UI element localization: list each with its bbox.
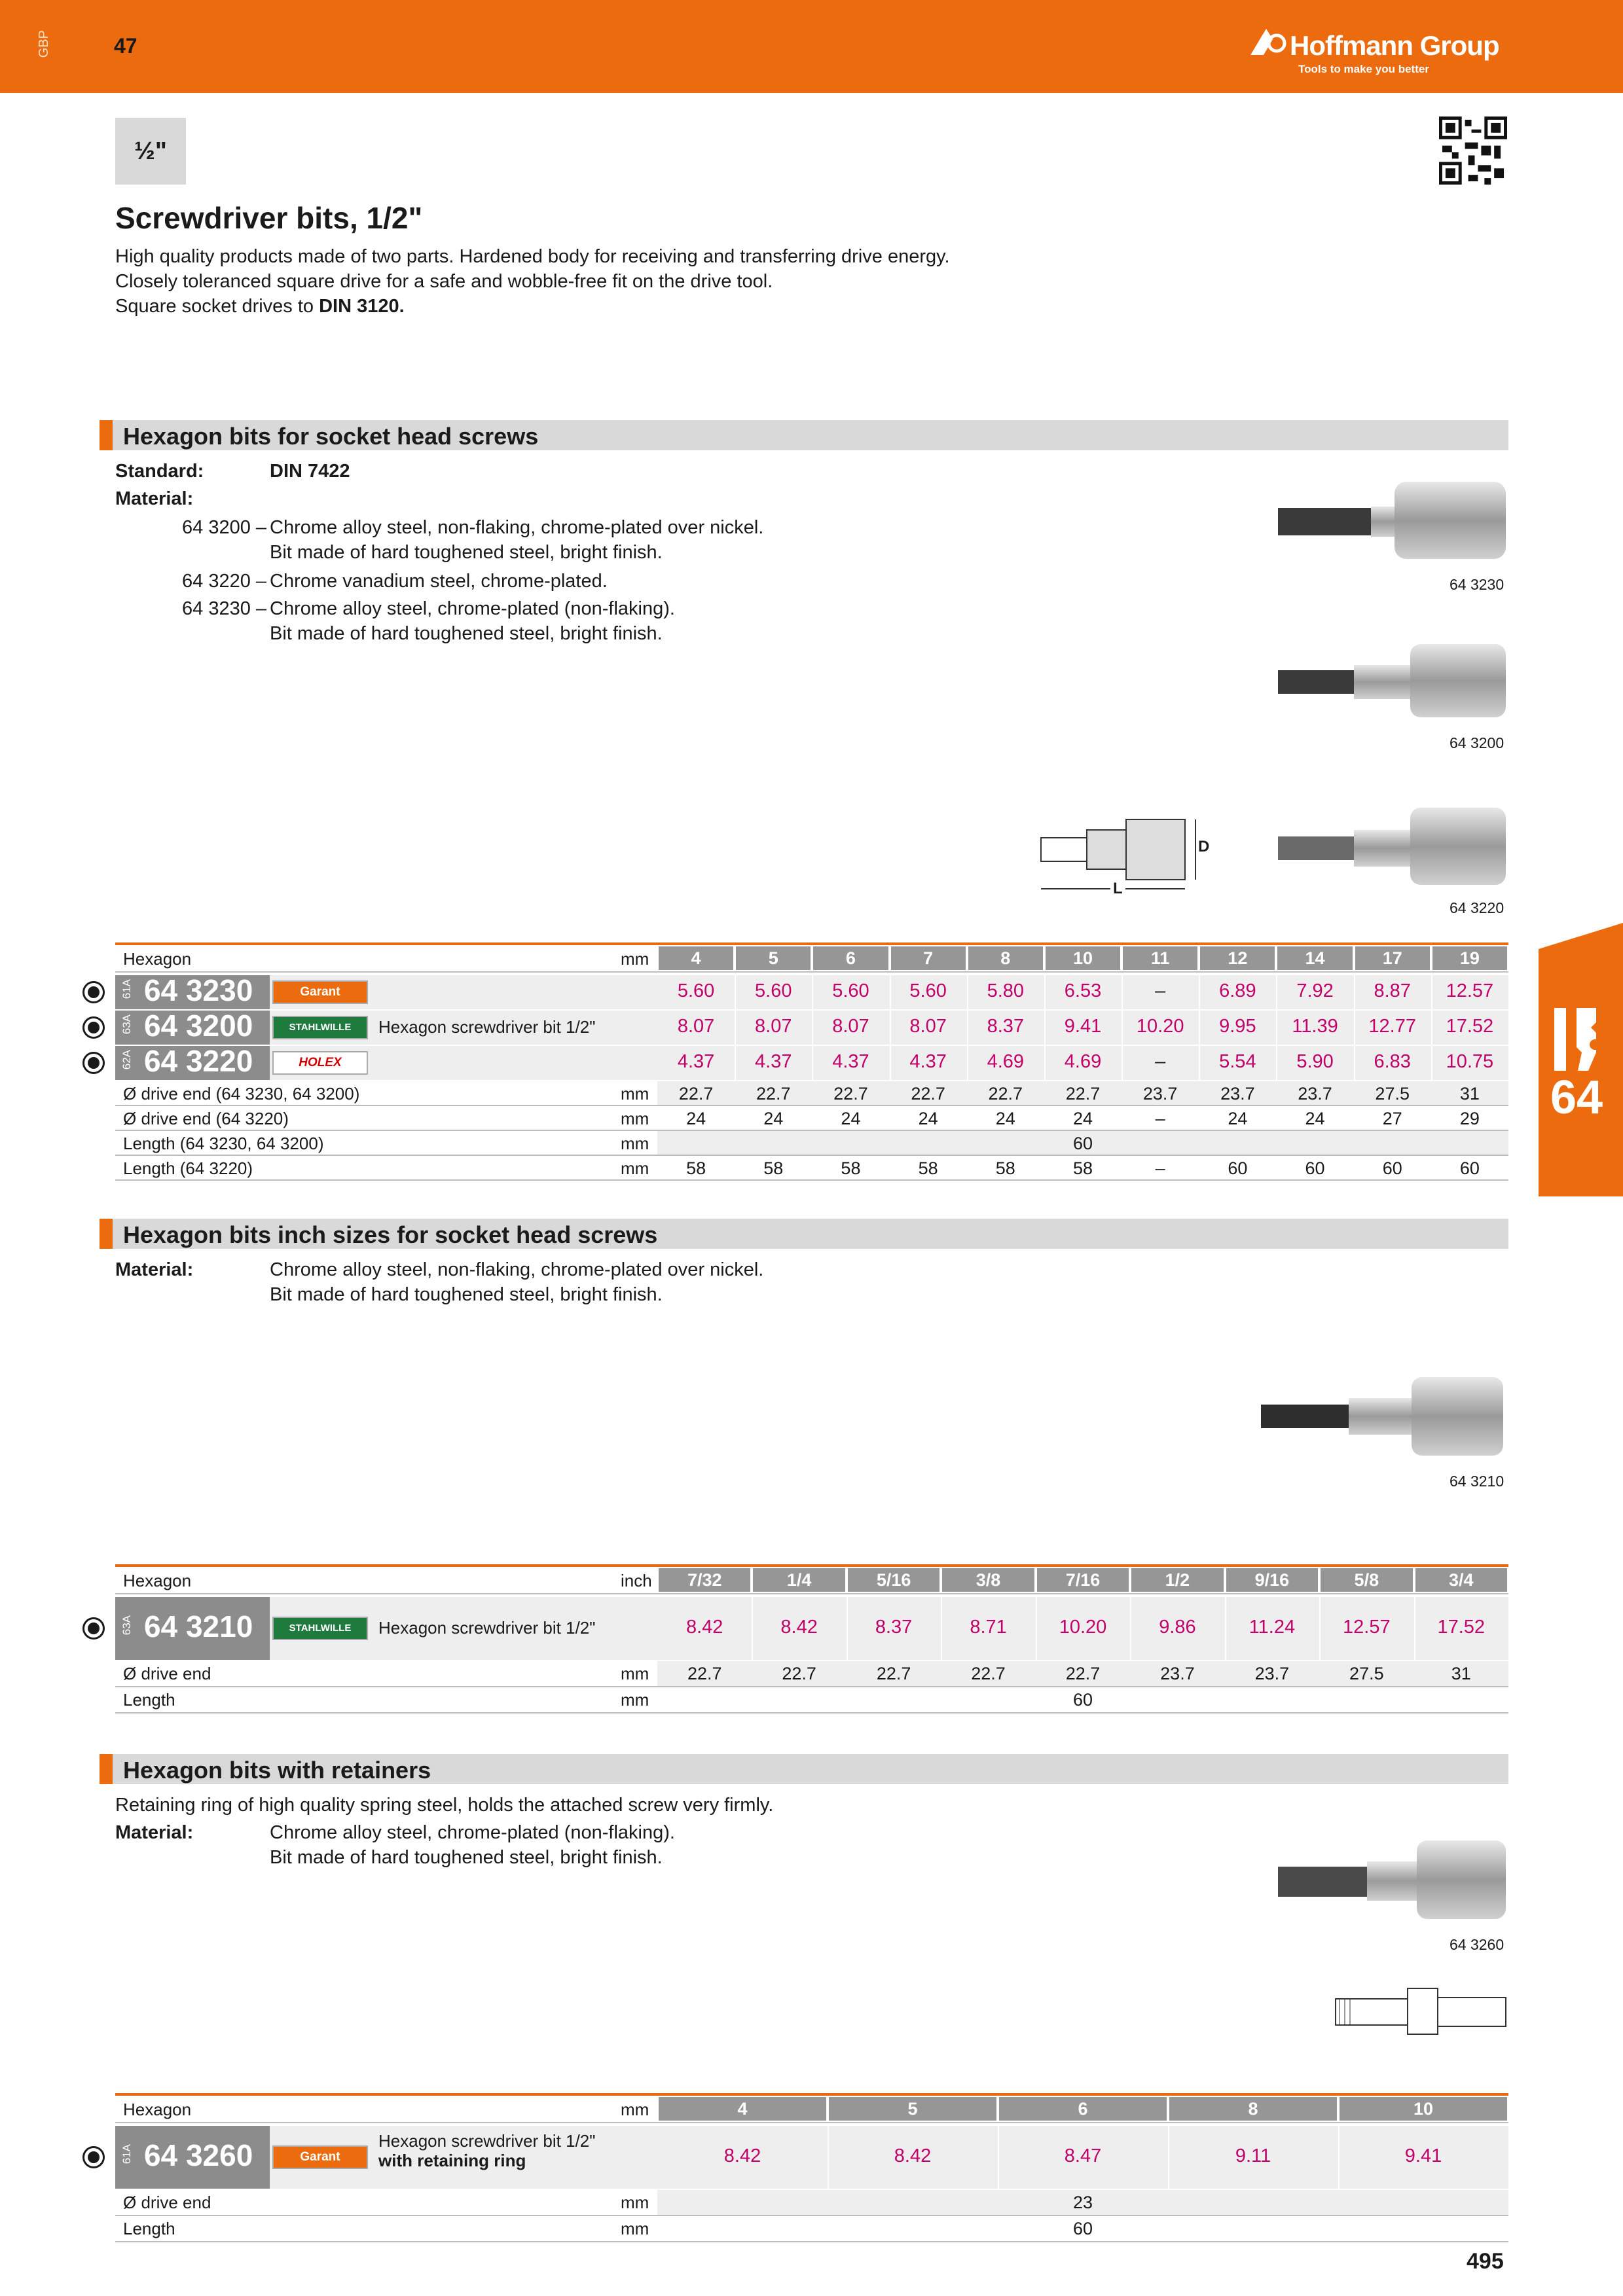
retainer-drawing (1333, 1983, 1510, 2038)
column-divider (1044, 975, 1046, 1009)
material-line: Bit made of hard toughened steel, bright finish. (270, 623, 663, 644)
column-divider (890, 975, 891, 1009)
size-header: 8 (1169, 2097, 1337, 2121)
part-number-box (115, 1046, 270, 1080)
price-cell[interactable]: 4.37 (755, 1051, 792, 1072)
spec-value: 58 (1072, 1158, 1093, 1178)
brand-tagline: Tools to make you better (1298, 63, 1429, 75)
column-divider (1044, 1011, 1046, 1045)
product-code: 62A (120, 1050, 133, 1070)
spec-value: 58 (918, 1158, 938, 1178)
edition-code: GBP (37, 30, 51, 58)
spec-value: 27.5 (1375, 1084, 1410, 1103)
spec-value: 23 (1072, 2193, 1093, 2212)
size-header: 14 (1277, 946, 1352, 970)
column-divider (847, 1597, 848, 1660)
column-divider (1276, 1011, 1277, 1045)
price-cell[interactable]: 6.53 (1064, 980, 1102, 1001)
spec-value: 60 (1072, 2219, 1093, 2238)
spec-value: 27.5 (1349, 1664, 1384, 1683)
row-divider (115, 1155, 1508, 1156)
size-header: 10 (1046, 946, 1120, 970)
spec-label: Ø drive end (123, 1664, 211, 1683)
brand-logo: HOLEX (272, 1051, 368, 1075)
brand-logo: Garant (272, 2145, 368, 2169)
size-header: 6 (813, 946, 888, 970)
column-divider (941, 1597, 942, 1660)
row-divider (115, 1712, 1508, 1713)
spec-value: – (1155, 1158, 1165, 1178)
part-number-box (115, 1597, 270, 1660)
spec-value: 22.7 (1065, 1664, 1101, 1683)
spec-value: 24 (995, 1109, 1015, 1128)
product-description: Hexagon screwdriver bit 1/2" (378, 2131, 596, 2151)
material-line: Chrome alloy steel, non-flaking, chrome-plated over nickel. (270, 1259, 764, 1280)
spec-value: – (1155, 1109, 1165, 1128)
row-divider (115, 2241, 1508, 2242)
size-header: 12 (1200, 946, 1275, 970)
price-cell[interactable]: 8.87 (1374, 980, 1411, 1001)
intro-line: High quality products made of two parts. Hardened body for receiving and transferring drive energy. (115, 246, 950, 267)
spec-value: 29 (1459, 1109, 1480, 1128)
price-cell[interactable]: 7.92 (1296, 980, 1334, 1001)
product-description: Hexagon screwdriver bit 1/2" (378, 1618, 596, 1638)
price-cell[interactable]: 9.95 (1219, 1016, 1256, 1037)
column-divider (812, 1011, 813, 1045)
spec-value: 24 (763, 1109, 784, 1128)
product-image-643210 (1257, 1374, 1506, 1460)
image-caption: 64 3230 (1450, 576, 1504, 593)
material-label: Material: (115, 1822, 194, 1843)
column-divider (1354, 1011, 1355, 1045)
section-header (100, 420, 1508, 450)
price-cell[interactable]: 8.37 (875, 1617, 913, 1638)
size-header: 1/4 (753, 1568, 845, 1592)
price-cell[interactable]: 8.07 (909, 1016, 947, 1037)
spec-unit: mm (621, 1158, 649, 1178)
column-divider (1319, 1597, 1321, 1660)
radio-selected-icon[interactable] (82, 1052, 105, 1074)
brand-name: Hoffmann Group (1290, 30, 1499, 61)
size-header: 9/16 (1226, 1568, 1318, 1592)
intro-line: Closely toleranced square drive for a safe and wobble-free fit on the drive tool. (115, 271, 773, 292)
radio-selected-icon[interactable] (82, 1016, 105, 1039)
row-divider (115, 1686, 1508, 1687)
spec-value: 24 (1305, 1109, 1325, 1128)
price-cell[interactable]: – (1155, 980, 1166, 1001)
chapter-tab (1539, 923, 1623, 1196)
material-code: 64 3220 – (182, 571, 267, 592)
spec-unit: mm (621, 1690, 649, 1710)
row-divider (115, 1593, 1508, 1594)
column-divider (1225, 1597, 1226, 1660)
column-divider (1354, 1046, 1355, 1080)
column-divider (967, 1046, 968, 1080)
size-header: 8 (968, 946, 1043, 970)
spec-value: 23.7 (1160, 1664, 1195, 1683)
spec-value: 22.7 (971, 1664, 1006, 1683)
qr-code-icon[interactable] (1439, 114, 1507, 187)
part-number-box (115, 2126, 270, 2189)
column-divider (1199, 975, 1200, 1009)
header-unit: inch (621, 1571, 652, 1590)
product-code: 63A (120, 1014, 133, 1035)
size-header: 6 (999, 2097, 1167, 2121)
brand-logo: Garant (272, 980, 368, 1004)
price-cell[interactable]: 8.37 (987, 1016, 1025, 1037)
column-divider (1354, 975, 1355, 1009)
spec-value: 23.7 (1142, 1084, 1178, 1103)
spec-unit: mm (621, 2219, 649, 2238)
product-description: with retaining ring (378, 2151, 526, 2170)
section-title: Hexagon bits with retainers (123, 1757, 431, 1784)
spec-label: Length (123, 1690, 175, 1710)
spec-unit: mm (621, 1134, 649, 1153)
price-cell[interactable]: 17.52 (1437, 1617, 1486, 1638)
product-code: 63A (120, 1615, 133, 1636)
spec-value: 60 (1305, 1158, 1325, 1178)
intro-line (115, 296, 405, 317)
material-line: Bit made of hard toughened steel, bright finish. (270, 542, 663, 563)
standard-value: DIN 7422 (270, 461, 350, 482)
column-divider (1044, 1046, 1046, 1080)
product-image-643220 (1273, 804, 1508, 889)
page-title: Screwdriver bits, 1/2" (115, 201, 423, 235)
spec-value: 60 (1072, 1134, 1093, 1153)
price-cell[interactable]: 10.20 (1136, 1016, 1184, 1037)
spec-unit: mm (621, 1084, 649, 1103)
column-divider (812, 1046, 813, 1080)
price-cell[interactable]: 6.83 (1374, 1051, 1411, 1072)
price-cell[interactable]: 12.57 (1446, 980, 1494, 1001)
spec-label: Length (64 3230, 64 3200) (123, 1134, 324, 1153)
column-divider (1276, 1046, 1277, 1080)
column-divider (1338, 2126, 1340, 2189)
page-number-bottom: 495 (1467, 2249, 1504, 2274)
part-number: 64 3260 (144, 2138, 253, 2172)
spec-value: 22.7 (756, 1084, 791, 1103)
material-line: Bit made of hard toughened steel, bright finish. (270, 1284, 663, 1305)
size-header: 3/8 (942, 1568, 1034, 1592)
intro-din-prefix: Square socket drives to (115, 296, 314, 317)
price-cell[interactable]: 12.77 (1368, 1016, 1416, 1037)
column-divider (735, 975, 736, 1009)
product-image-643230 (1273, 478, 1508, 563)
price-cell[interactable]: 8.07 (755, 1016, 792, 1037)
spec-value: 60 (1228, 1158, 1248, 1178)
row-divider (115, 2122, 1508, 2123)
column-divider (1199, 1046, 1200, 1080)
spec-label: Length (123, 2219, 175, 2238)
size-header: 17 (1355, 946, 1430, 970)
price-cell[interactable]: 4.37 (832, 1051, 869, 1072)
image-caption: 64 3260 (1450, 1936, 1504, 1953)
product-image-643200 (1273, 641, 1508, 720)
column-divider (1122, 1046, 1123, 1080)
spec-value: 22.7 (876, 1664, 911, 1683)
material-code: 64 3200 – (182, 517, 267, 538)
price-cell[interactable]: 8.07 (677, 1016, 715, 1037)
spec-value: 24 (918, 1109, 938, 1128)
table-top-rule (115, 1564, 1508, 1567)
column-divider (1199, 1011, 1200, 1045)
column-divider (1130, 1597, 1131, 1660)
standard-label: Standard: (115, 461, 204, 482)
material-label: Material: (115, 1259, 194, 1280)
part-number: 64 3200 (144, 1009, 253, 1043)
column-divider (1168, 2126, 1169, 2189)
column-divider (1122, 1011, 1123, 1045)
price-cell[interactable]: 5.60 (755, 980, 792, 1001)
column-divider (967, 1011, 968, 1045)
material-label: Material: (115, 488, 194, 509)
price-cell[interactable]: 8.47 (1064, 2145, 1102, 2166)
price-cell[interactable]: – (1155, 1051, 1166, 1072)
material-line: Chrome alloy steel, chrome-plated (non-flaking). (270, 598, 675, 619)
price-cell[interactable]: 9.41 (1064, 1016, 1102, 1037)
column-divider (1036, 1597, 1037, 1660)
spec-value: 22.7 (687, 1664, 722, 1683)
size-tag: ½" (115, 118, 186, 185)
part-number-box (115, 975, 270, 1009)
spec-unit: mm (621, 1109, 649, 1128)
spec-value: 31 (1451, 1664, 1471, 1683)
price-cell[interactable]: 9.11 (1235, 2145, 1271, 2166)
column-divider (1431, 975, 1432, 1009)
size-header: 5 (829, 2097, 996, 2121)
material-line: Bit made of hard toughened steel, bright finish. (270, 1847, 663, 1868)
price-cell[interactable]: 10.75 (1446, 1051, 1494, 1072)
product-code: 61A (120, 2144, 133, 2164)
brand-logo: STAHLWILLE (272, 1617, 368, 1640)
price-cell[interactable]: 8.42 (685, 1617, 723, 1638)
spec-value: 23.7 (1298, 1084, 1332, 1103)
section-header (100, 1219, 1508, 1249)
intro-din: DIN 3120. (319, 296, 405, 317)
size-header: 3/4 (1415, 1568, 1507, 1592)
price-cell[interactable]: 5.80 (987, 980, 1025, 1001)
product-description: Hexagon screwdriver bit 1/2" (378, 1017, 596, 1037)
size-header: 19 (1432, 946, 1507, 970)
column-divider (1122, 975, 1123, 1009)
spec-value: 22.7 (678, 1084, 714, 1103)
price-cell[interactable]: 6.89 (1219, 980, 1256, 1001)
price-cell[interactable]: 9.41 (1404, 2145, 1442, 2166)
spec-value: 24 (1072, 1109, 1093, 1128)
price-cell[interactable]: 5.60 (909, 980, 947, 1001)
price-cell[interactable]: 8.07 (832, 1016, 869, 1037)
price-cell[interactable]: 5.54 (1219, 1051, 1256, 1072)
table-top-rule (115, 2093, 1508, 2096)
price-cell[interactable]: 8.42 (780, 1617, 818, 1638)
size-header: 11 (1123, 946, 1197, 970)
spec-value: 58 (995, 1158, 1015, 1178)
column-divider (1414, 1597, 1415, 1660)
spec-value: 24 (841, 1109, 861, 1128)
column-divider (1431, 1011, 1432, 1045)
drawing-label-l: L (1110, 880, 1125, 898)
product-code: 61A (120, 979, 133, 999)
column-divider (998, 2126, 999, 2189)
size-header: 10 (1340, 2097, 1507, 2121)
part-number: 64 3220 (144, 1044, 253, 1078)
material-line: Chrome alloy steel, non-flaking, chrome-plated over nickel. (270, 517, 764, 538)
size-header: 5/16 (848, 1568, 939, 1592)
size-header: 7/32 (659, 1568, 750, 1592)
spec-value: 22.7 (1065, 1084, 1101, 1103)
spec-value: 24 (1228, 1109, 1248, 1128)
column-divider (890, 1046, 891, 1080)
spec-label: Ø drive end (64 3230, 64 3200) (123, 1084, 360, 1103)
spec-value: 22.7 (782, 1664, 816, 1683)
column-divider (1431, 1046, 1432, 1080)
price-cell[interactable]: 4.37 (909, 1051, 947, 1072)
spec-unit: mm (621, 1664, 649, 1683)
size-header: 4 (659, 946, 733, 970)
product-image-643260 (1273, 1838, 1508, 1923)
spec-value: 58 (841, 1158, 861, 1178)
image-caption: 64 3210 (1450, 1473, 1504, 1490)
spec-value: 60 (1459, 1158, 1480, 1178)
price-cell[interactable]: 8.42 (723, 2145, 761, 2166)
header-label: Hexagon (123, 949, 192, 969)
price-cell[interactable]: 17.52 (1446, 1016, 1494, 1037)
size-header: 7 (891, 946, 966, 970)
page-number-top: 47 (114, 34, 137, 58)
brand-logo: STAHLWILLE (272, 1016, 368, 1039)
header-unit: mm (621, 949, 649, 969)
section-title: Hexagon bits for socket head screws (123, 423, 539, 450)
size-header: 5/8 (1321, 1568, 1412, 1592)
hoffmann-logo-icon (1247, 26, 1288, 56)
price-cell[interactable]: 9.86 (1159, 1617, 1196, 1638)
price-cell[interactable]: 8.42 (894, 2145, 932, 2166)
table-top-rule (115, 942, 1508, 945)
spec-value: 58 (686, 1158, 706, 1178)
row-divider (115, 1105, 1508, 1106)
spec-value: 58 (763, 1158, 784, 1178)
row-divider (115, 2215, 1508, 2216)
price-cell[interactable]: 11.24 (1249, 1617, 1296, 1638)
section-intro: Retaining ring of high quality spring steel, holds the attached screw very firmly. (115, 1795, 774, 1816)
spec-value: 23.7 (1220, 1084, 1255, 1103)
part-number: 64 3230 (144, 973, 253, 1007)
price-cell[interactable]: 12.57 (1343, 1617, 1391, 1638)
column-divider (752, 1597, 753, 1660)
column-divider (828, 2126, 829, 2189)
image-caption: 64 3220 (1450, 899, 1504, 916)
material-code: 64 3230 – (182, 598, 267, 619)
price-cell[interactable]: 5.60 (677, 980, 715, 1001)
price-cell[interactable]: 4.37 (677, 1051, 715, 1072)
column-divider (890, 1011, 891, 1045)
column-divider (967, 975, 968, 1009)
price-cell[interactable]: 4.69 (987, 1051, 1025, 1072)
column-divider (812, 975, 813, 1009)
size-header: 4 (659, 2097, 826, 2121)
price-cell[interactable]: 8.71 (970, 1617, 1007, 1638)
price-cell[interactable]: 11.39 (1292, 1016, 1338, 1037)
row-divider (115, 971, 1508, 973)
spec-value: 31 (1459, 1084, 1480, 1103)
material-line: Chrome vanadium steel, chrome-plated. (270, 571, 608, 592)
spec-value: 60 (1382, 1158, 1402, 1178)
column-divider (735, 1011, 736, 1045)
price-cell[interactable]: 10.20 (1059, 1617, 1107, 1638)
size-header: 1/2 (1131, 1568, 1223, 1592)
spec-value: 23.7 (1254, 1664, 1290, 1683)
spec-value: 22.7 (833, 1084, 868, 1103)
part-number: 64 3210 (144, 1609, 253, 1643)
radio-selected-icon[interactable] (82, 2146, 105, 2168)
spec-value: 27 (1382, 1109, 1402, 1128)
section-header (100, 1754, 1508, 1784)
header-unit: mm (621, 2100, 649, 2119)
part-number-box (115, 1011, 270, 1045)
column-divider (735, 1046, 736, 1080)
drawing-label-d: D (1198, 838, 1210, 855)
spec-value: 22.7 (911, 1084, 945, 1103)
material-line: Chrome alloy steel, chrome-plated (non-flaking). (270, 1822, 675, 1843)
radio-selected-icon[interactable] (82, 981, 105, 1003)
row-divider (115, 1179, 1508, 1181)
spec-value: 24 (686, 1109, 706, 1128)
size-header: 5 (736, 946, 811, 970)
price-cell[interactable]: 5.90 (1296, 1051, 1334, 1072)
spec-label: Ø drive end (123, 2193, 211, 2212)
header-label: Hexagon (123, 2100, 192, 2119)
spec-value: 22.7 (988, 1084, 1023, 1103)
spec-value: 60 (1072, 1690, 1093, 1710)
price-cell[interactable]: 5.60 (832, 980, 869, 1001)
column-divider (1276, 975, 1277, 1009)
spec-label: Length (64 3220) (123, 1158, 253, 1178)
chapter-number: 64 (1550, 1071, 1603, 1124)
technical-drawing (1038, 810, 1222, 895)
price-cell[interactable]: 4.69 (1064, 1051, 1102, 1072)
size-header: 7/16 (1037, 1568, 1129, 1592)
header-label: Hexagon (123, 1571, 192, 1590)
image-caption: 64 3200 (1450, 734, 1504, 751)
spec-unit: mm (621, 2193, 649, 2212)
spec-label: Ø drive end (64 3220) (123, 1109, 289, 1128)
radio-selected-icon[interactable] (82, 1617, 105, 1640)
section-title: Hexagon bits inch sizes for socket head screws (123, 1221, 658, 1248)
